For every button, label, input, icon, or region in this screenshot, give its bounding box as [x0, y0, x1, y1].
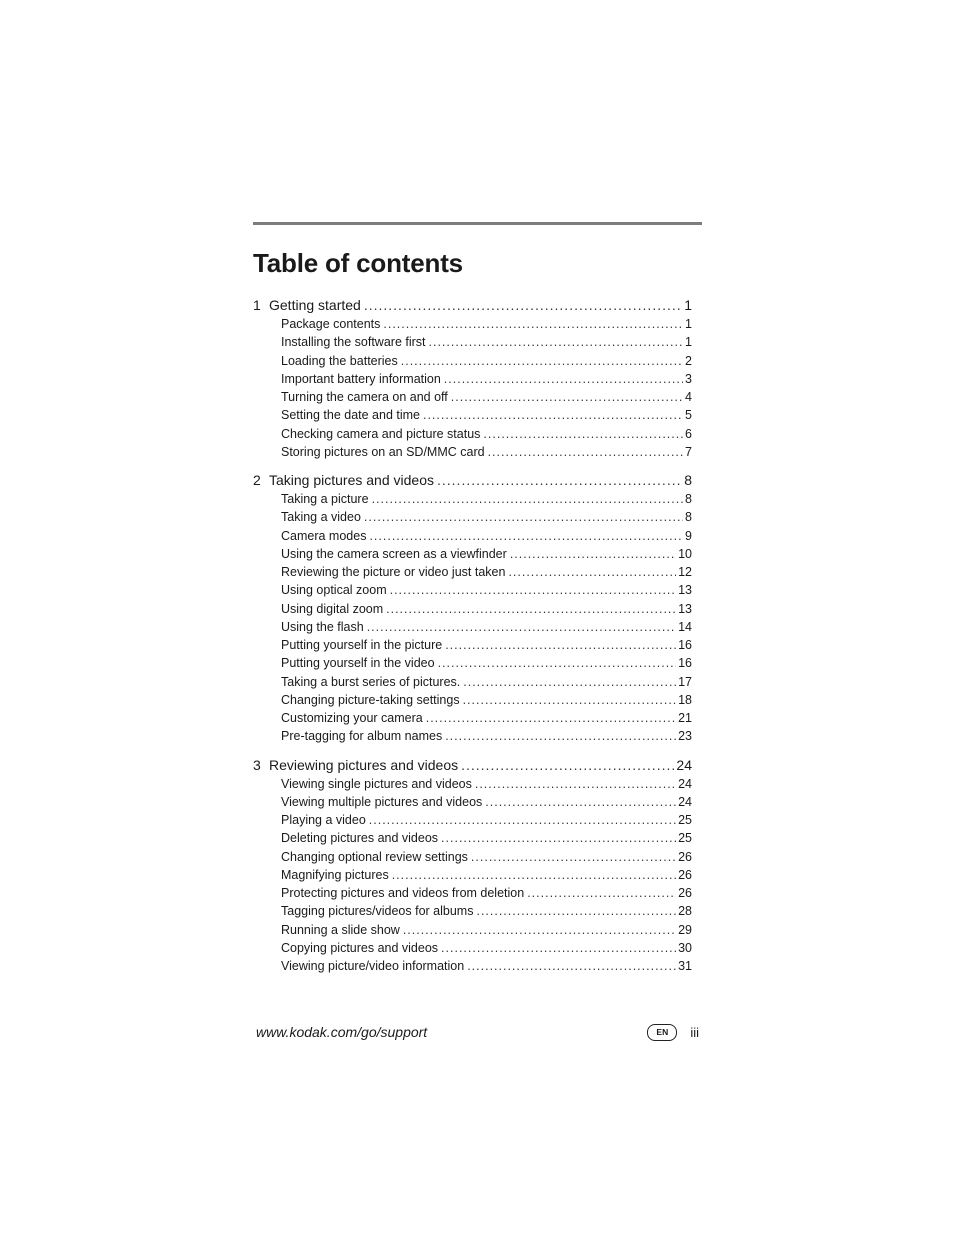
- entry-page: 21: [678, 711, 692, 725]
- dot-leader: [383, 315, 683, 333]
- toc-entry[interactable]: [253, 727, 692, 745]
- entry-page: 16: [678, 638, 692, 652]
- toc-entry[interactable]: [253, 618, 692, 636]
- entry-page: 17: [678, 674, 692, 689]
- dot-leader: [390, 581, 676, 599]
- dot-leader: [364, 296, 682, 315]
- entry-page: 28: [678, 904, 692, 919]
- toc-page: [253, 222, 702, 985]
- entry-page: 16: [678, 656, 692, 671]
- entry-title: Tagging pictures/videos for albums: [281, 904, 474, 919]
- toc-entry[interactable]: [253, 884, 692, 902]
- entry-title: Deleting pictures and videos: [281, 831, 439, 846]
- toc-entry[interactable]: [253, 793, 692, 811]
- dot-leader: [372, 490, 683, 508]
- language-badge: EN: [647, 1024, 677, 1041]
- entry-page: 23: [678, 729, 692, 744]
- entry-page: 24: [678, 794, 692, 809]
- toc-entry[interactable]: [253, 443, 692, 461]
- entry-page: 13: [678, 601, 692, 616]
- dot-leader: [483, 425, 683, 443]
- toc-entry[interactable]: [253, 636, 692, 654]
- entry-page: 12: [678, 565, 692, 579]
- entry-title: Taking a picture: [281, 492, 369, 506]
- dot-leader: [445, 636, 676, 654]
- entry-page: 7: [685, 444, 692, 459]
- chapter-page: 8: [684, 472, 692, 488]
- top-rule: [253, 222, 702, 225]
- dot-leader: [367, 618, 676, 636]
- dot-leader: [476, 902, 676, 920]
- toc-entry[interactable]: [253, 527, 692, 545]
- dot-leader: [527, 884, 676, 902]
- toc-entry[interactable]: [253, 388, 692, 406]
- entry-page: 24: [678, 776, 692, 791]
- dot-leader: [401, 352, 683, 370]
- toc-entry[interactable]: [253, 333, 692, 351]
- entry-title: Copying pictures and videos: [281, 940, 439, 955]
- toc-entry[interactable]: [253, 709, 692, 727]
- entry-page: 31: [678, 959, 692, 973]
- entry-title: Installing the software first: [281, 335, 426, 350]
- entry-title: Package contents: [281, 317, 381, 331]
- entry-title: Viewing single pictures and videos: [281, 776, 472, 791]
- entry-page: 3: [685, 371, 692, 386]
- dot-leader: [392, 866, 676, 884]
- chapter-number: 2: [253, 472, 261, 488]
- chapter-heading[interactable]: [253, 296, 692, 315]
- entry-page: 14: [678, 619, 692, 634]
- entry-page: 26: [678, 867, 692, 882]
- entry-title: Using the camera screen as a viewfinder: [281, 546, 507, 561]
- toc-entry[interactable]: [253, 921, 692, 939]
- dot-leader: [369, 527, 683, 545]
- entry-title: Using digital zoom: [281, 601, 384, 616]
- entry-page: 8: [685, 492, 692, 506]
- dot-leader: [488, 443, 683, 461]
- toc-entry[interactable]: [253, 775, 692, 793]
- toc-entry[interactable]: [253, 545, 692, 563]
- dot-leader: [437, 471, 682, 490]
- entry-page: 6: [685, 426, 692, 441]
- toc-entry[interactable]: [253, 866, 692, 884]
- dot-leader: [426, 709, 676, 727]
- toc-entry[interactable]: [253, 352, 692, 370]
- toc-entry[interactable]: [253, 902, 692, 920]
- dot-leader: [445, 727, 676, 745]
- entry-title: Magnifying pictures: [281, 867, 389, 882]
- entry-page: 29: [678, 922, 692, 937]
- page-footer: [256, 1021, 702, 1043]
- toc-entry[interactable]: [253, 425, 692, 443]
- entry-page: 4: [685, 390, 692, 404]
- entry-title: Turning the camera on and off: [281, 390, 448, 404]
- chapter-number: 3: [253, 756, 261, 773]
- dot-leader: [463, 673, 676, 691]
- toc-entry[interactable]: [253, 957, 692, 975]
- entry-title: Checking camera and picture status: [281, 426, 481, 441]
- chapter-title: Taking pictures and videos: [269, 472, 434, 488]
- toc-entry[interactable]: [253, 654, 692, 672]
- entry-title: Camera modes: [281, 528, 367, 543]
- dot-leader: [441, 939, 676, 957]
- dot-leader: [461, 756, 674, 775]
- entry-title: Setting the date and time: [281, 408, 420, 423]
- entry-page: 18: [678, 692, 692, 707]
- entry-title: Important battery information: [281, 371, 441, 386]
- entry-title: Reviewing the picture or video just taken: [281, 565, 506, 579]
- toc-entry[interactable]: [253, 829, 692, 847]
- entry-title: Protecting pictures and videos from deletion: [281, 886, 525, 900]
- entry-page: 13: [678, 583, 692, 598]
- entry-title: Taking a video: [281, 510, 361, 525]
- toc-entry[interactable]: [253, 811, 692, 829]
- entry-title: Loading the batteries: [281, 353, 398, 368]
- entry-page: 30: [678, 940, 692, 955]
- toc-entry[interactable]: [253, 691, 692, 709]
- dot-leader: [475, 775, 676, 793]
- entry-title: Playing a video: [281, 813, 366, 827]
- entry-page: 1: [685, 317, 692, 331]
- toc-chapter: [253, 296, 692, 461]
- toc-entry[interactable]: [253, 673, 692, 691]
- toc-entry[interactable]: [253, 939, 692, 957]
- entry-page: 25: [678, 831, 692, 846]
- toc-entry[interactable]: [253, 848, 692, 866]
- toc-entry[interactable]: [253, 490, 692, 508]
- toc-chapter: [253, 471, 692, 746]
- entry-title: Customizing your camera: [281, 711, 423, 725]
- entry-title: Using optical zoom: [281, 583, 387, 598]
- dot-leader: [463, 691, 677, 709]
- entry-title: Storing pictures on an SD/MMC card: [281, 444, 485, 459]
- dot-leader: [441, 829, 676, 847]
- dot-leader: [423, 406, 683, 424]
- toc-entry[interactable]: [253, 406, 692, 424]
- entry-title: Running a slide show: [281, 922, 400, 937]
- entry-page: 9: [685, 528, 692, 543]
- entry-page: 10: [678, 546, 692, 561]
- chapter-heading[interactable]: [253, 756, 692, 775]
- entry-title: Pre-tagging for album names: [281, 729, 443, 744]
- page-title: Table of contents: [253, 248, 463, 278]
- toc-list: [253, 296, 692, 975]
- chapter-title: Reviewing pictures and videos: [269, 756, 459, 773]
- entry-page: 2: [685, 353, 692, 368]
- dot-leader: [369, 811, 676, 829]
- dot-leader: [364, 508, 683, 526]
- entry-title: Using the flash: [281, 619, 364, 634]
- toc-entry[interactable]: [253, 508, 692, 526]
- dot-leader: [438, 654, 677, 672]
- toc-entry[interactable]: [253, 581, 692, 599]
- dot-leader: [485, 793, 676, 811]
- chapter-page: 24: [676, 756, 692, 773]
- entry-page: 26: [678, 886, 692, 900]
- toc-entry[interactable]: [253, 600, 692, 618]
- support-url[interactable]: www.kodak.com/go/support: [256, 1024, 428, 1040]
- toc-chapter: [253, 756, 692, 976]
- chapter-heading[interactable]: [253, 471, 692, 490]
- entry-title: Changing picture-taking settings: [281, 692, 460, 707]
- chapter-title: Getting started: [269, 297, 361, 313]
- entry-title: Taking a burst series of pictures.: [281, 674, 461, 689]
- entry-title: Changing optional review settings: [281, 849, 468, 864]
- entry-page: 5: [685, 408, 692, 423]
- dot-leader: [471, 848, 676, 866]
- dot-leader: [510, 545, 676, 563]
- entry-title: Putting yourself in the picture: [281, 638, 443, 652]
- dot-leader: [429, 333, 684, 351]
- entry-title: Putting yourself in the video: [281, 656, 435, 671]
- toc-entry[interactable]: [253, 563, 692, 581]
- chapter-page: 1: [684, 297, 692, 313]
- page-number: iii: [690, 1024, 699, 1040]
- dot-leader: [467, 957, 676, 975]
- dot-leader: [403, 921, 676, 939]
- toc-entry[interactable]: [253, 315, 692, 333]
- dot-leader: [386, 600, 676, 618]
- dot-leader: [508, 563, 676, 581]
- chapter-number: 1: [253, 297, 261, 313]
- dot-leader: [444, 370, 683, 388]
- toc-entry[interactable]: [253, 370, 692, 388]
- entry-page: 26: [678, 849, 692, 864]
- dot-leader: [451, 388, 683, 406]
- entry-title: Viewing multiple pictures and videos: [281, 794, 483, 809]
- entry-page: 25: [678, 813, 692, 827]
- entry-title: Viewing picture/video information: [281, 959, 465, 973]
- entry-page: 1: [685, 335, 692, 350]
- entry-page: 8: [685, 510, 692, 525]
